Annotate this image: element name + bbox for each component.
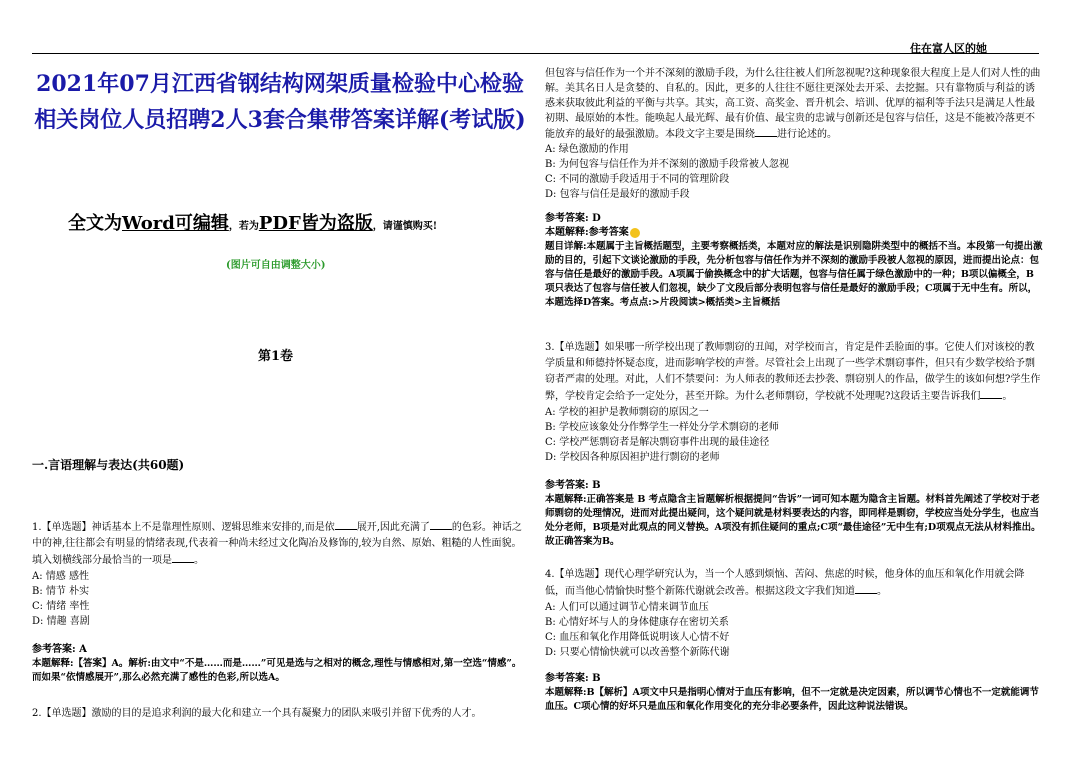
question-2-start: 2.【单选题】激励的目的是追求利润的最大化和建立一个具有凝聚力的团队来吸引并留下优秀的人才。 <box>32 708 482 719</box>
question-1 <box>32 519 528 685</box>
option-c: C: 血压和氧化作用降低说明该人心情不好 <box>545 632 730 643</box>
note-part4: PDF皆为盗版 <box>258 213 373 234</box>
explanation: 题目详解:本题属于主旨概括题型，主要考察概括类，本题对应的解法是识别隐阱类型中的概括不当。本段第一句提出激励的目的，引起下文谈论激励的手段，先分析包容与信任作为并不深刻的激励手段被人忽视的原因，进而提出论点：包容与信任是最好的激励手段。A项属于偷换概念中的扩大话题，包容与信任属于绿色激励中的一种；B项以偏概全，B项只表达了包容与信任被人们忽视，缺少了文段后部分表明包容与信任是最好的激励手段；C项属于无中生有。所以，本题选择D答案。考点点:>片段阅读>概括类>主旨概括 <box>545 241 1043 308</box>
volume-heading: 第1卷 <box>258 349 294 364</box>
section-heading: 一.言语理解与表达(共60题) <box>32 458 185 472</box>
note-part3: ，若为 <box>228 221 259 232</box>
option-b: B: 心情好坏与人的身体健康存在密切关系 <box>545 617 729 628</box>
option-c: C: 不同的激励手段适用于不同的管理阶段 <box>545 174 730 185</box>
option-d: D: 只要心情愉快就可以改善整个新陈代谢 <box>545 647 730 658</box>
smile-icon <box>630 228 640 238</box>
blank <box>172 552 194 563</box>
explanation-head: 本题解释:参考答案 <box>545 226 1043 240</box>
note-part2: Word可编辑 <box>122 213 229 234</box>
question-1-text: 1.【单选题】神话基本上不是靠理性原则、逻辑思维来安排的,而是依 展开,因此充满了 的色彩。神话之中的神,往往都会有明显的情绪表现,代表着一种尚未经过文化陶冶及修饰的,较为自然、原始、粗糙的人性面貌。填入划横线部分最恰当的一项是 。 <box>32 519 528 569</box>
option-c: C: 情绪 率性 <box>32 601 90 612</box>
question-2-text: 但包容与信任作为一个并不深刻的激励手段，为什么往往被人们所忽视呢?这种现象很大程度上是人们对人性的曲解。美其名日人是贪婪的、自私的。因此，更多的人往往不愿往更深处去开采、去挖掘。只有靠物质与利益的诱惑来获取彼此利益的平衡与共享。其实，高工资、高奖金、晋升机会、培训、优厚的福利等手法只是满足人性最初期、最原始的本性。能唤起人最光辉、最有价值、最宝贵的忠诚与创新还是包容与信任，这是不能被冷落更不能放弃的最好的最强激励。本段文字主要是围绕 进行论述的。 <box>545 68 1041 140</box>
option-d: D: 学校因各种原因袒护进行剽窃的老师 <box>545 452 720 463</box>
note-part5: ，请谨慎购买! <box>372 221 438 232</box>
blank <box>980 388 1002 399</box>
note-part1: 全文为 <box>68 213 122 234</box>
question-3-text: 3.【单选题】如果哪一所学校出现了教师剽窃的丑闻，对学校而言，肯定是件丢脸面的事。它使人们对该校的教学质量和师德持怀疑态度，进而影响学校的声誉。尽管社会上出现了一些学术剽窃事件，但只有少数学校给予剽窃者严肃的处理。对此，人们不禁要问：为人师表的教师还去抄袭、剽窃别人的作品，做学生的该如何想?学生作弊，学校肯定会给予一定处分，甚至开除。为什么老师剽窃，学校就不处理呢?这段话主要告诉我们 。 <box>545 342 1041 402</box>
option-c: C: 学校严惩剽窃者是解决剽窃事件出现的最佳途径 <box>545 437 770 448</box>
explanation: 本题解释:【答案】A。解析:由文中“不是……而是……”可见是选与之相对的概念,理性与情感相对,第一空选“情感”。而如果“依情感展开”,那么必然充满了感性的色彩,所以选A。 <box>32 658 522 683</box>
header-note: 住在富人区的她 <box>910 42 987 55</box>
option-a: A: 人们可以通过调节心情来调节血压 <box>545 602 709 613</box>
editable-note <box>68 209 508 235</box>
explanation: 本题解释:正确答案是 B 考点隐含主旨题解析根据提问“告诉”一词可知本题为隐含主旨题。材料首先阐述了学校对于老师剽窃的处理情况，进而对此提出疑问，这个疑问就是材料要表达的内容，即同样是剽窃，学校应当处分学生，也应当处分老师，B项是对此观点的同义替换。A项没有抓住疑问的重点;C项“最佳途径”无中生有;D项观点无法从材料推出。故正确答案为B。 <box>545 494 1041 547</box>
option-a: A: 学校的袒护是教师剽窃的原因之一 <box>545 407 709 418</box>
blank <box>755 126 777 137</box>
document-title: 2021年07月江西省钢结构网架质量检验中心检验相关岗位人员招聘2人3套合集带答案详解(考试版) <box>34 71 526 133</box>
blank <box>430 519 452 530</box>
question-4-text: 4.【单选题】现代心理学研究认为，当一个人感到烦恼、苦闷、焦虑的时候，他身体的血压和氧化作用就会降低，而当他心情愉快时整个新陈代谢就会改善。根据这段文字我们知道 。 <box>545 569 1025 597</box>
blank <box>335 519 357 530</box>
answer: 参考答案: A <box>32 644 87 655</box>
blank <box>855 583 877 594</box>
option-a: A: 情感 感性 <box>32 571 89 582</box>
header-rule <box>32 53 1039 54</box>
option-a: A: 绿色激励的作用 <box>545 144 629 155</box>
option-b: B: 学校应该象处分作弊学生一样处分学术剽窃的老师 <box>545 422 779 433</box>
right-column <box>545 66 1043 714</box>
answer: 参考答案: B <box>545 480 601 491</box>
answer: 参考答案: D <box>545 213 601 224</box>
option-b: B: 为何包容与信任作为并不深刻的激励手段常被人忽视 <box>545 159 789 170</box>
option-b: B: 情节 朴实 <box>32 586 90 597</box>
option-d: D: 情趣 喜剧 <box>32 616 90 627</box>
image-note: (图片可自由调整大小) <box>226 260 326 271</box>
answer: 参考答案: B <box>545 673 601 684</box>
option-d: D: 包容与信任是最好的激励手段 <box>545 189 690 200</box>
explanation: 本题解释:B【解析】A项文中只是指明心情对于血压有影响，但不一定就是决定因素，所以调节心情也不一定就能调节血压。C项心情的好坏只是血压和氧化作用变化的充分非必要条件，因此这种说法错误。 <box>545 687 1039 712</box>
